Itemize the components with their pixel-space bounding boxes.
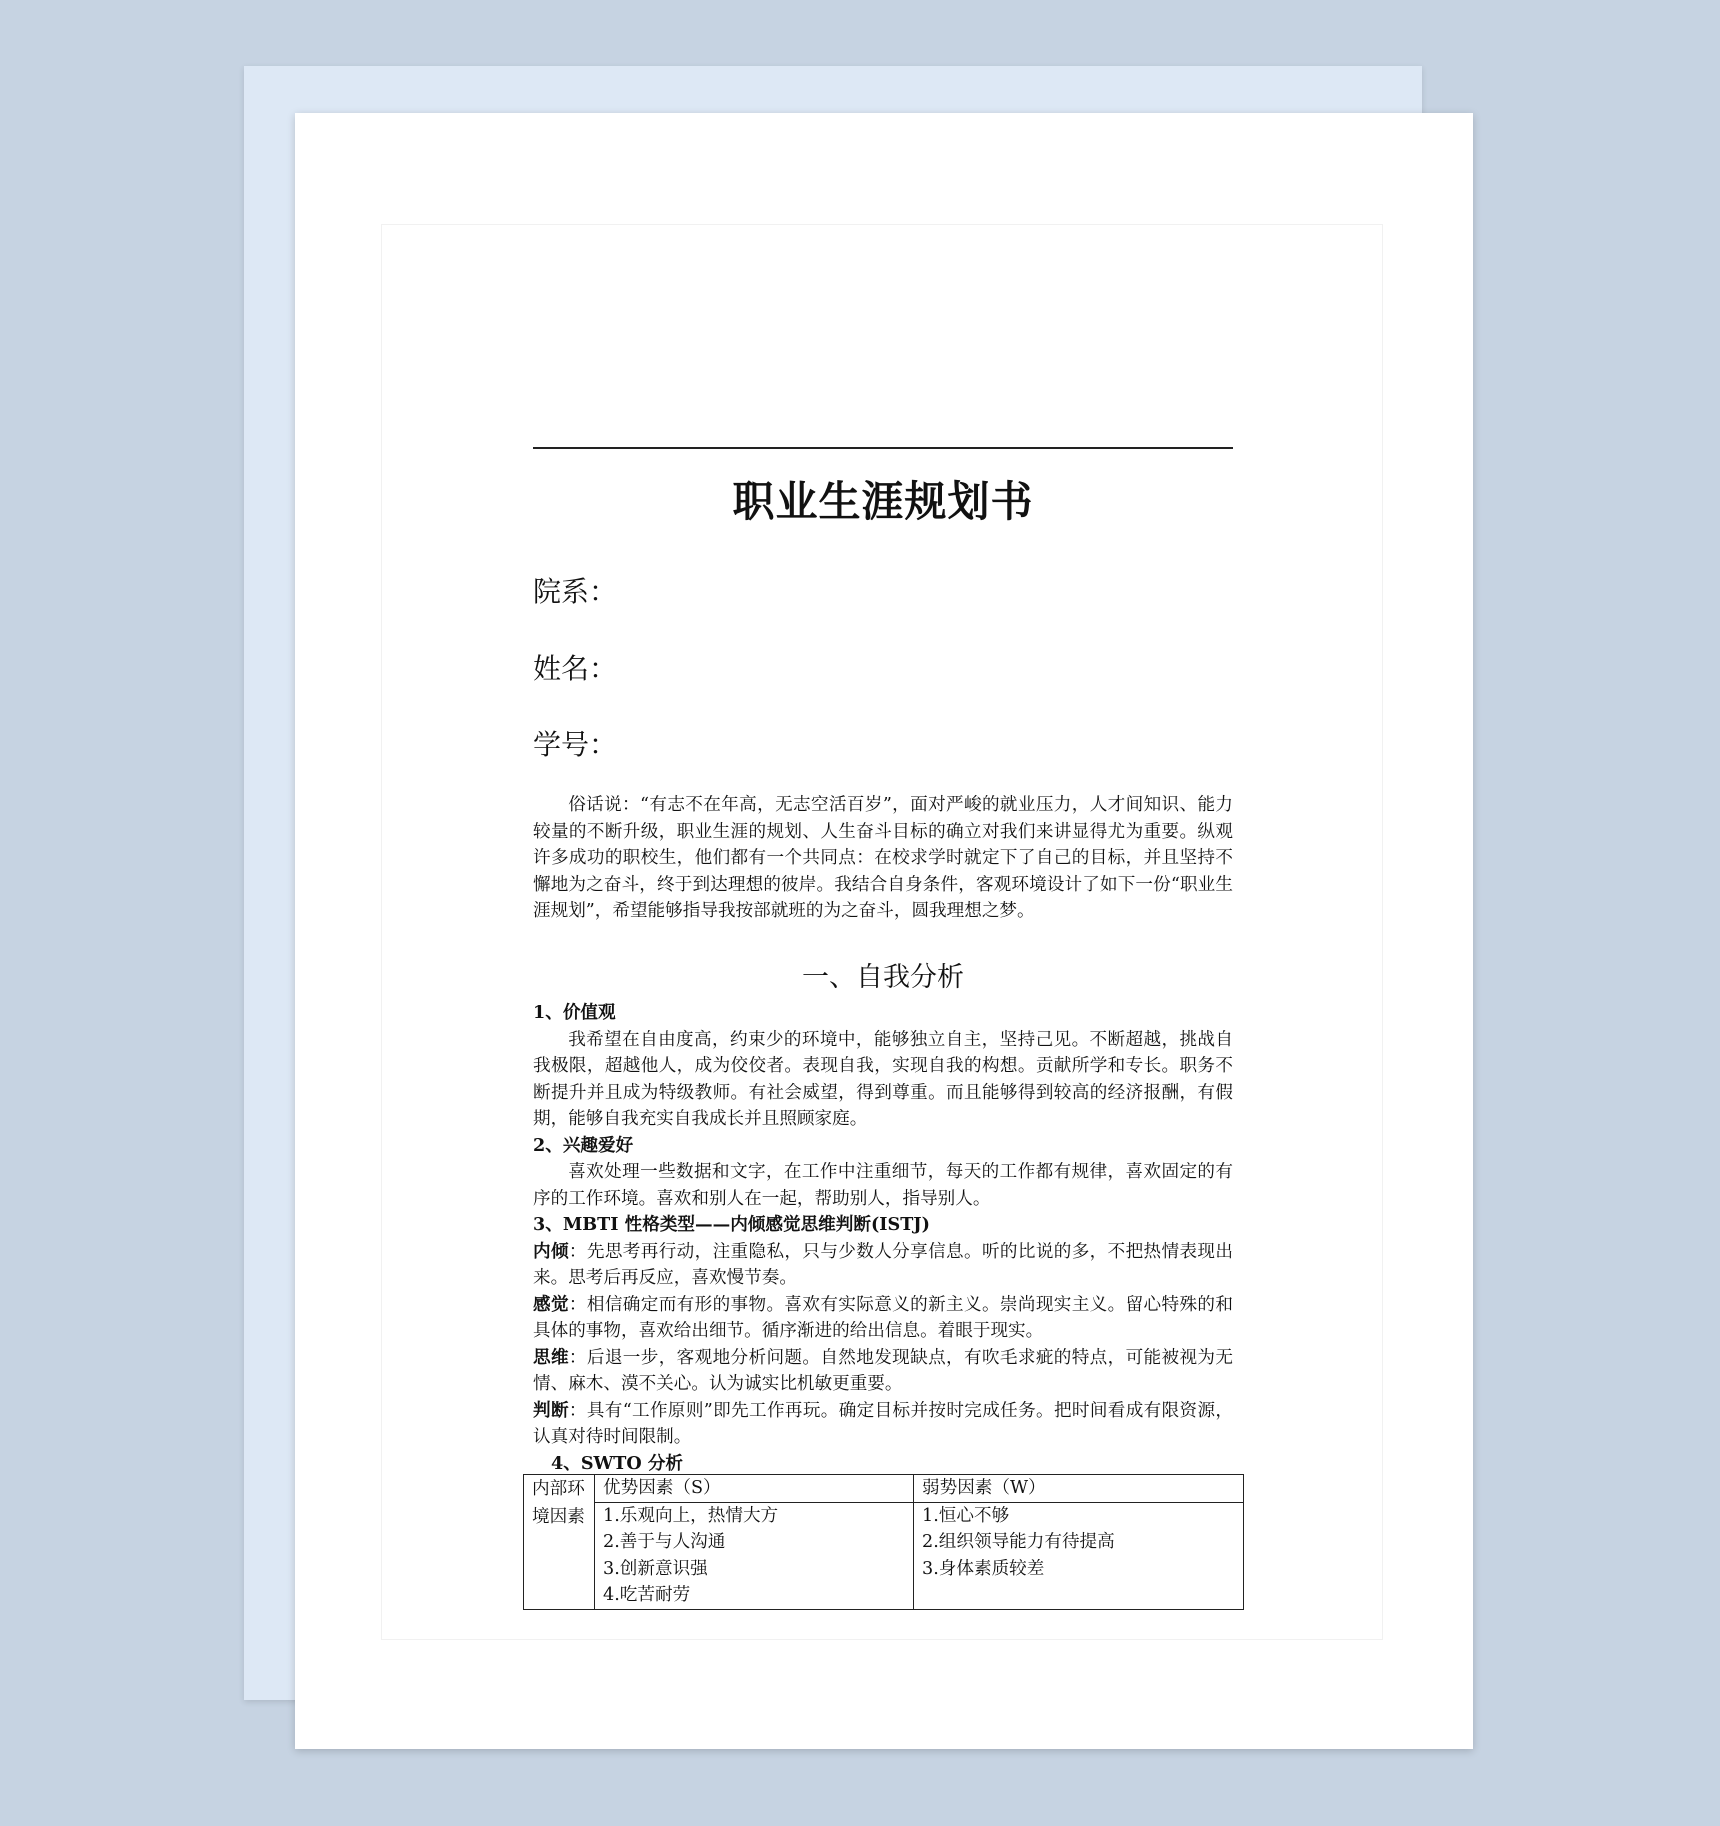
list-item: 3.创新意识强	[603, 1558, 708, 1579]
values-paragraph: 我希望在自由度高，约束少的环境中，能够独立自主，坚持己见。不断超越，挑战自我极限，超越他人，成为佼佼者。表现自我，实现自我的构想。贡献所学和专长。职务不断提升并且成为特级教师。有社会威望，得到尊重。而且能够得到较高的经济报酬，有假期，能够自我充实自我成长并且照顾家庭。	[533, 1029, 1233, 1129]
self-analysis-body	[533, 1000, 1233, 1477]
list-item: 2.善于与人沟通	[603, 1532, 726, 1552]
mbti-label: 内倾	[533, 1240, 569, 1262]
list-item: 3.身体素质较差	[922, 1558, 1045, 1579]
mbti-item-thinking	[533, 1345, 1233, 1398]
list-item: 1.恒心不够	[922, 1505, 1010, 1526]
mbti-text: ：先思考再行动，注重隐私，只与少数人分享信息。听的比说的多，不把热情表现出来。思考后再反应，喜欢慢节奏。	[533, 1241, 1233, 1288]
mbti-label: 感觉	[533, 1293, 569, 1315]
mbti-text: ：相信确定而有形的事物。喜欢有实际意义的新主义。崇尚现实主义。留心特殊的和具体的事物，喜欢给出细节。循序渐进的给出信息。着眼于现实。	[533, 1294, 1233, 1341]
intro-paragraph: 俗话说：“有志不在年高，无志空活百岁”，面对严峻的就业压力，人才间知识、能力较量的不断升级，职业生涯的规划、人生奋斗目标的确立对我们来讲显得尤为重要。纵观许多成功的职校生，他们都有一个共同点：在校求学时就定下了自己的目标，并且坚持不懈地为之奋斗，终于到达理想的彼岸。我结合自身条件，客观环境设计了如下一份“职业生涯规划”，希望能够指导我按部就班的为之奋斗，圆我理想之梦。	[533, 795, 1233, 921]
swot-strengths-cell	[595, 1502, 914, 1609]
swot-strength-header: 优势因素（S）	[595, 1475, 914, 1503]
field-name: 姓名：	[533, 652, 618, 685]
mbti-item-judging	[533, 1398, 1233, 1451]
title-rule	[533, 447, 1233, 449]
hobby-paragraph: 喜欢处理一些数据和文字，在工作中注重细节，每天的工作都有规律，喜欢固定的有序的工作环境。喜欢和别人在一起，帮助别人，指导别人。	[533, 1162, 1233, 1209]
document-title: 职业生涯规划书	[732, 477, 1034, 526]
mbti-heading: 3、MBTI 性格类型——内倾感觉思维判断(ISTJ)	[533, 1214, 930, 1235]
document-page	[295, 113, 1473, 1749]
hobby-heading: 2、兴趣爱好	[533, 1134, 634, 1156]
swot-weaknesses-cell	[914, 1502, 1244, 1609]
values-heading: 1、价值观	[533, 1002, 616, 1023]
field-student-id: 学号：	[533, 728, 618, 761]
field-department: 院系：	[533, 575, 618, 608]
swot-table	[523, 1474, 1244, 1610]
list-item: 1.乐观向上，热情大方	[603, 1505, 779, 1526]
list-item: 2.组织领导能力有待提高	[922, 1532, 1115, 1552]
mbti-text: ：后退一步，客观地分析问题。自然地发现缺点，有吹毛求疵的特点，可能被视为无情、麻木、漠不关心。认为诚实比机敏更重要。	[533, 1347, 1233, 1394]
mbti-item-sensing	[533, 1292, 1233, 1345]
swot-heading: 4、SWTO 分析	[551, 1452, 684, 1474]
mbti-text: ：具有“工作原则”即先工作再玩。确定目标并按时完成任务。把时间看成有限资源，认真对待时间限制。	[533, 1400, 1233, 1447]
list-item: 4.吃苦耐劳	[603, 1585, 691, 1605]
table-row	[524, 1502, 1244, 1609]
swot-weakness-header: 弱势因素（W）	[914, 1475, 1244, 1503]
section-heading-self-analysis: 一、自我分析	[802, 962, 964, 993]
mbti-item-introversion	[533, 1239, 1233, 1292]
mbti-label: 判断	[533, 1399, 569, 1421]
mbti-label: 思维	[533, 1346, 569, 1368]
table-row	[524, 1475, 1244, 1503]
swot-row-label: 内部环境因素	[524, 1475, 595, 1610]
